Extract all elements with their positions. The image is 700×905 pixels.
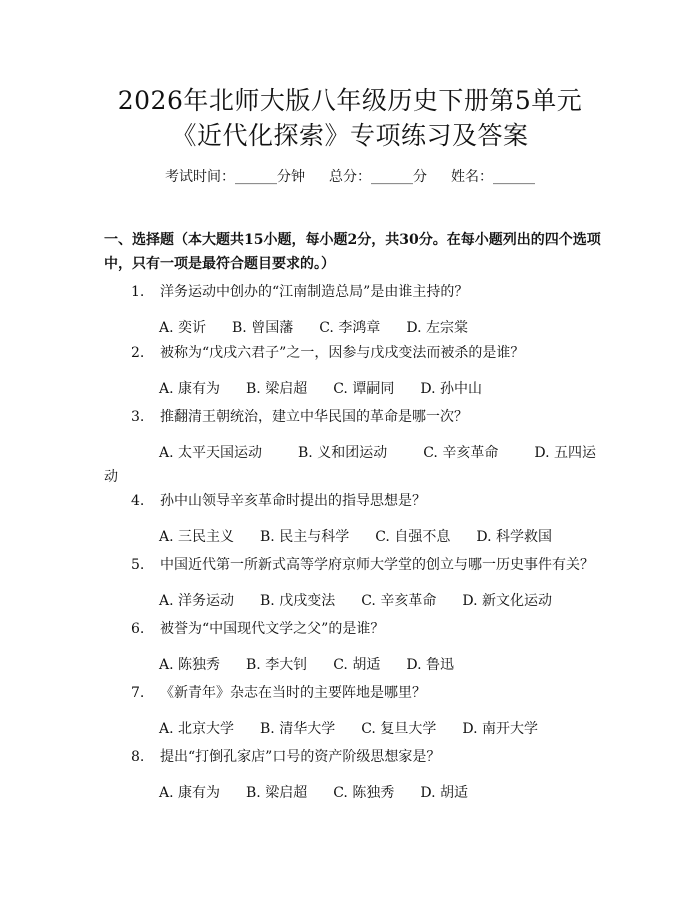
question-number: 7. bbox=[131, 685, 145, 701]
option-d: D. 孙中山 bbox=[420, 381, 482, 397]
option-b: B. 曾国藩 bbox=[232, 320, 294, 336]
option-b: B. 清华大学 bbox=[260, 721, 336, 737]
option-c: C. 陈独秀 bbox=[333, 785, 395, 801]
question-number: 6. bbox=[131, 621, 145, 637]
option-d: D. 科学救国 bbox=[476, 529, 552, 545]
option-c: C. 胡适 bbox=[333, 657, 381, 673]
option-d: D. 左宗棠 bbox=[406, 320, 468, 336]
option-b: B. 民主与科学 bbox=[260, 529, 350, 545]
exam-meta bbox=[0, 167, 700, 187]
question-number: 5. bbox=[131, 557, 145, 573]
section-heading: 一、选择题（本大题共15小题，每小题2分，共30分。在每小题列出的四个选项中，只有一项是最符合题目要求的。） bbox=[104, 232, 601, 272]
option-d: D. 五四运 bbox=[534, 445, 596, 461]
option-c: C. 辛亥革命 bbox=[423, 445, 499, 461]
option-d: D. 新文化运动 bbox=[462, 593, 552, 609]
option-c: C. 辛亥革命 bbox=[361, 593, 437, 609]
option-c: C. 复旦大学 bbox=[361, 721, 437, 737]
question-text: 被称为“戊戌六君子”之一，因参与戊戌变法而被杀的是谁？ bbox=[160, 345, 525, 361]
time-label: 考试时间：______分钟 bbox=[165, 169, 305, 185]
score-label: 总分：______分 bbox=[329, 169, 427, 185]
question-number: 4. bbox=[131, 493, 145, 509]
question-text: 提出“打倒孔家店”口号的资产阶级思想家是？ bbox=[160, 749, 441, 765]
option-c: C. 谭嗣同 bbox=[333, 381, 395, 397]
option-a: A. 洋务运动 bbox=[159, 593, 235, 609]
question-text: 中国近代第一所新式高等学府京师大学堂的创立与哪一历史事件有关？ bbox=[160, 557, 594, 573]
name-label: 姓名：______ bbox=[451, 169, 535, 185]
option-a: A. 北京大学 bbox=[159, 721, 235, 737]
option-a: A. 康有为 bbox=[159, 785, 221, 801]
option-c: C. 自强不息 bbox=[375, 529, 451, 545]
option-d: D. 胡适 bbox=[420, 785, 468, 801]
question-number: 2. bbox=[131, 345, 145, 361]
question-number: 1. bbox=[131, 284, 145, 300]
option-b: B. 戊戌变法 bbox=[260, 593, 336, 609]
question-number: 3. bbox=[131, 409, 145, 425]
option-d: D. 鲁迅 bbox=[406, 657, 454, 673]
question-text: 洋务运动中创办的“江南制造总局”是由谁主持的？ bbox=[160, 284, 469, 300]
option-a: A. 康有为 bbox=[159, 381, 221, 397]
option-b: B. 李大钊 bbox=[246, 657, 308, 673]
question-text: 《新青年》杂志在当时的主要阵地是哪里？ bbox=[160, 685, 426, 701]
option-a: A. 三民主义 bbox=[159, 529, 235, 545]
option-d: D. 南开大学 bbox=[462, 721, 538, 737]
option-b: B. 梁启超 bbox=[246, 785, 308, 801]
title-line-2: 《近代化探索》专项练习及答案 bbox=[171, 121, 529, 150]
option-a: A. 陈独秀 bbox=[159, 657, 221, 673]
question-text: 孙中山领导辛亥革命时提出的指导思想是？ bbox=[160, 493, 426, 509]
option-d-wrap: 动 bbox=[104, 469, 118, 485]
option-a: A. 太平天国运动 bbox=[159, 445, 263, 461]
option-b: B. 义和团运动 bbox=[298, 445, 388, 461]
title-line-1: 2026年北师大版八年级历史下册第5单元 bbox=[117, 86, 583, 115]
option-a: A. 奕䜣 bbox=[159, 320, 207, 336]
question-text: 被誉为“中国现代文学之父”的是谁？ bbox=[160, 621, 385, 637]
question-number: 8. bbox=[131, 749, 145, 765]
option-b: B. 梁启超 bbox=[246, 381, 308, 397]
option-c: C. 李鸿章 bbox=[319, 320, 381, 336]
question-text: 推翻清王朝统治，建立中华民国的革命是哪一次？ bbox=[160, 409, 468, 425]
